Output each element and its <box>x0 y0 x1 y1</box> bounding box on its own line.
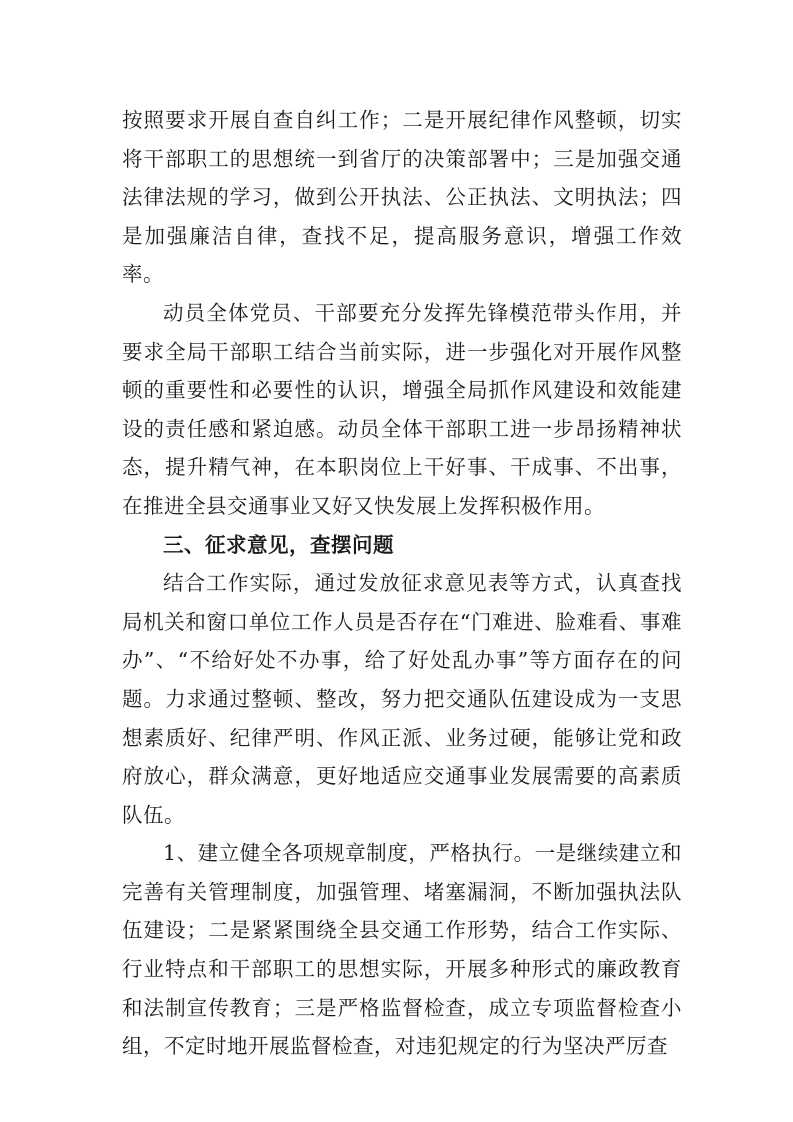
paragraph-mobilization: 动员全体党员、干部要充分发挥先锋模范带头作用，并要求全局干部职工结合当前实际，进一步强化对开展作风整顿的重要性和必要性的认识，增强全局抓作风建设和效能建设的责任感和紧迫感。动员全体干部职工进一步昂扬精神状态，提升精气神，在本职岗位上干好事、干成事、不出事，在推进全县交通事业又好又快发展上发挥积极作用。 <box>122 300 682 518</box>
paragraph-solicit-opinions: 结合工作实际，通过发放征求意见表等方式，认真查找局机关和窗口单位工作人员是否存在“门难进、脸难看、事难办”、“不给好处不办事，给了好处乱办事”等方面存在的问题。力求通过整顿、整改，努力把交通队伍建设成为一支思想素质好、纪律严明、作风正派、业务过硬，能够让党和政府放心，群众满意，更好地适应交通事业发展需要的高素质队伍。 <box>122 571 682 827</box>
section-heading: 三、征求意见，查摆问题 <box>163 532 394 557</box>
paragraph-rules-system: 1、建立健全各项规章制度，严格执行。一是继续建立和完善有关管理制度，加强管理、堵塞漏洞，不断加强执法队伍建设；二是紧紧围绕全县交通工作形势，结合工作实际、行业特点和干部职工的思想实际，开展多种形式的廉政教育和法制宣传教育；三是严格监督检查，成立专项监督检查小组，不定时地开展监督检查，对违犯规定的行为坚决严厉查 <box>122 841 682 1059</box>
document-body <box>122 101 682 1066</box>
paragraph-continuation: 按照要求开展自查自纠工作；二是开展纪律作风整顿，切实将干部职工的思想统一到省厅的决策部署中；三是加强交通法律法规的学习，做到公开执法、公正执法、文明执法；四是加强廉洁自律，查找不足，提高服务意识，增强工作效率。 <box>122 108 682 287</box>
